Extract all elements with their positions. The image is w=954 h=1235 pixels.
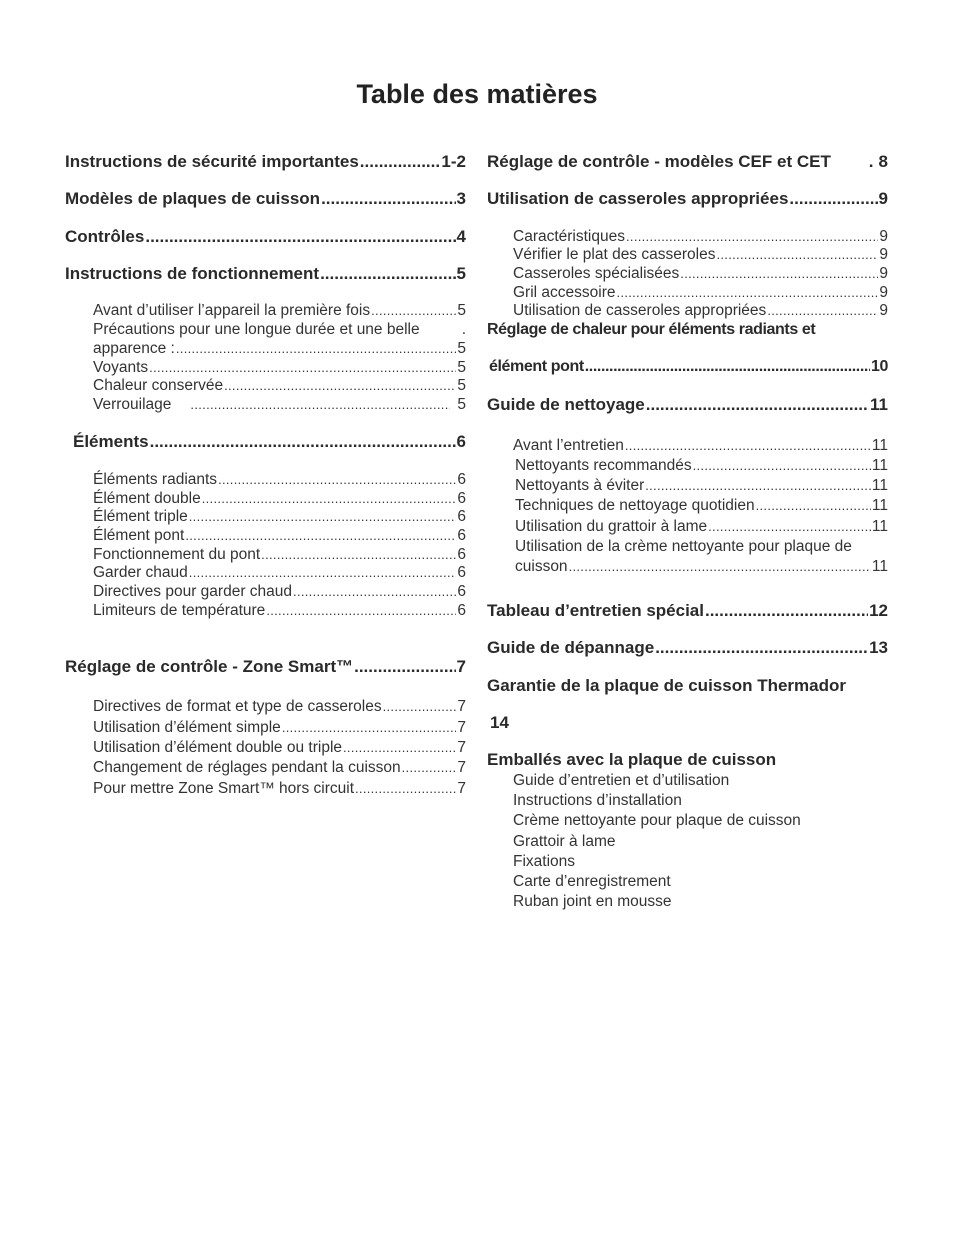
toc-label: Guide de nettoyage (487, 395, 645, 414)
toc-label: Nettoyants recommandés (515, 457, 692, 474)
toc-page: 12 (869, 601, 888, 620)
toc-page: 7 (457, 759, 466, 776)
toc-page: 11 (871, 457, 888, 474)
toc-subentry[interactable] (513, 285, 888, 301)
toc-entry-pans[interactable] (487, 190, 888, 207)
toc-entry-models[interactable] (65, 190, 466, 207)
toc-label: Élément double (93, 490, 201, 507)
toc-entry-elements[interactable] (73, 433, 466, 450)
toc-label: Guide de dépannage (487, 638, 655, 657)
toc-page: 6 (457, 583, 466, 600)
toc-subentry[interactable] (93, 322, 466, 338)
toc-label: Nettoyants à éviter (515, 477, 645, 494)
toc-subentry[interactable] (93, 584, 466, 600)
toc-label: Verrouilage (93, 396, 172, 413)
toc-label: Limiteurs de température (93, 602, 266, 619)
toc-page: 11 (871, 497, 888, 514)
toc-label: Instructions de fonctionnement (65, 264, 320, 283)
toc-page: 5 (457, 302, 466, 319)
toc-page: 9 (879, 284, 888, 301)
toc-label: Fonctionnement du pont (93, 546, 261, 563)
toc-subentry[interactable] (515, 559, 888, 575)
toc-label: Casseroles spécialisées (513, 265, 680, 282)
toc-page: 11 (871, 437, 888, 454)
toc-subentry[interactable] (93, 565, 466, 581)
toc-label-warranty[interactable]: Garantie de la plaque de cuisson Thermador (487, 676, 846, 695)
toc-page: 6 (457, 471, 466, 488)
toc-label: Élément triple (93, 508, 188, 525)
toc-label: Gril accessoire (513, 284, 616, 301)
toc-page: 9 (879, 265, 888, 282)
toc-subentry[interactable] (93, 547, 466, 563)
toc-page: 6 (456, 432, 466, 451)
toc-label: Contrôles (65, 227, 145, 246)
toc-page: 5 (457, 377, 466, 394)
toc-entry-controls[interactable] (65, 228, 466, 245)
toc-label: Avant d’utiliser l’appareil la première fois (93, 302, 371, 319)
toc-page: 11 (871, 518, 888, 535)
toc-entry-safety[interactable] (65, 153, 466, 170)
toc-label: Voyants (93, 359, 149, 376)
toc-subentry[interactable] (93, 720, 466, 736)
toc-page: 5 (456, 264, 466, 283)
packed-item: Grattoir à lame (513, 833, 616, 850)
toc-page-warranty[interactable]: 14 (490, 713, 509, 732)
toc-page: 13 (869, 638, 888, 657)
packed-item: Fixations (513, 853, 576, 870)
toc-subentry[interactable] (513, 303, 888, 319)
toc-subentry[interactable] (93, 303, 466, 319)
toc-subentry[interactable] (93, 740, 466, 756)
toc-subentry[interactable] (93, 509, 466, 525)
toc-entry-special[interactable] (487, 602, 888, 619)
toc-label: Réglage de contrôle - Zone Smart™ (65, 657, 354, 676)
toc-label: Garder chaud (93, 564, 188, 581)
toc-subentry[interactable] (515, 458, 888, 474)
toc-entry-heat[interactable] (489, 359, 888, 375)
packed-item: Carte d’enregistrement (513, 873, 671, 890)
toc-subentry[interactable] (93, 360, 466, 376)
toc-label: Éléments (73, 432, 149, 451)
toc-subentry[interactable] (513, 247, 888, 263)
toc-page: 5 (457, 359, 466, 376)
toc-page: . (461, 321, 466, 338)
toc-subentry[interactable] (93, 491, 466, 507)
packed-title: Emballés avec la plaque de cuisson (487, 750, 777, 769)
toc-page: 7 (456, 657, 466, 676)
toc-page: 6 (457, 508, 466, 525)
packed-item: Guide d’entretien et d’utilisation (513, 772, 730, 789)
toc-entry-troubleshoot[interactable] (487, 639, 888, 656)
toc-page: 10 (871, 358, 888, 375)
toc-subentry[interactable] (515, 478, 888, 494)
toc-label: cuisson (515, 558, 568, 575)
toc-label: Tableau d’entretien spécial (487, 601, 704, 620)
toc-label: Changement de réglages pendant la cuisson (93, 759, 401, 776)
toc-label: Chaleur conservée (93, 377, 224, 394)
toc-page: 3 (456, 189, 466, 208)
toc-label: Directives pour garder chaud (93, 583, 293, 600)
toc-page: 4 (456, 227, 466, 246)
toc-label: Modèles de plaques de cuisson (65, 189, 321, 208)
toc-page: 5 (457, 396, 466, 413)
packed-item: Crème nettoyante pour plaque de cuisson (513, 812, 801, 829)
toc-page: 9 (879, 246, 888, 263)
toc-subentry[interactable] (515, 519, 888, 535)
toc-label-cream-line1[interactable]: Utilisation de la crème nettoyante pour plaque de (515, 538, 852, 555)
toc-entry-operation[interactable] (65, 265, 466, 282)
toc-page: 1-2 (441, 152, 466, 171)
toc-subentry[interactable] (93, 699, 466, 715)
toc-subentry[interactable] (513, 229, 888, 245)
toc-label-heat-line1[interactable]: Réglage de chaleur pour éléments radiants et (487, 321, 816, 338)
toc-page: 6 (457, 527, 466, 544)
toc-page: 6 (457, 546, 466, 563)
toc-label: Techniques de nettoyage quotidien (515, 497, 755, 514)
toc-subentry[interactable] (93, 378, 466, 394)
toc-label: apparence : (93, 340, 175, 357)
toc-label: Réglage de contrôle - modèles CEF et CET (487, 152, 831, 171)
toc-entry-cleaning[interactable] (487, 396, 888, 413)
toc-subentry[interactable] (93, 760, 466, 776)
toc-subentry[interactable] (513, 438, 888, 454)
toc-label: Avant l’entretien (513, 437, 624, 454)
toc-subentry[interactable] (93, 341, 466, 357)
toc-page: 6 (457, 564, 466, 581)
toc-label: Vérifier le plat des casseroles (513, 246, 716, 263)
toc-entry-zone-smart[interactable] (65, 658, 466, 675)
toc-page: 11 (870, 395, 888, 414)
toc-label: élément pont (489, 358, 584, 375)
toc-label: Éléments radiants (93, 471, 218, 488)
toc-label: Utilisation d’élément double ou triple (93, 739, 343, 756)
page-title: Table des matières (356, 79, 598, 109)
toc-page: 9 (879, 302, 888, 319)
packed-item: Ruban joint en mousse (513, 893, 672, 910)
toc-label: Utilisation de casseroles appropriées (487, 189, 789, 208)
toc-subentry[interactable] (93, 397, 466, 413)
toc-subentry[interactable] (515, 498, 888, 514)
toc-page: 7 (457, 698, 466, 715)
toc-label: Élément pont (93, 527, 185, 544)
toc-page: 11 (871, 558, 888, 575)
toc-page: 9 (879, 228, 888, 245)
toc-label: Caractéristiques (513, 228, 625, 245)
packed-item: Instructions d’installation (513, 792, 682, 809)
toc-subentry[interactable] (93, 781, 466, 797)
toc-label: Pour mettre Zone Smart™ hors circuit (93, 780, 354, 797)
toc-page: 7 (457, 719, 466, 736)
toc-page: 11 (871, 477, 888, 494)
toc-page: 6 (457, 490, 466, 507)
toc-subentry[interactable] (93, 472, 466, 488)
toc-page: 8 (878, 152, 888, 171)
toc-page: 7 (457, 780, 466, 797)
toc-subentry[interactable] (513, 266, 888, 282)
toc-label: Précautions pour une longue durée et une belle (93, 321, 420, 338)
toc-subentry[interactable] (93, 528, 466, 544)
toc-subentry[interactable] (93, 603, 466, 619)
toc-label: Instructions de sécurité importantes (65, 152, 359, 171)
toc-label: Directives de format et type de casseroles (93, 698, 382, 715)
toc-label: Utilisation de casseroles appropriées (513, 302, 767, 319)
toc-page: 5 (457, 340, 466, 357)
toc-page: 6 (457, 602, 466, 619)
toc-page: 7 (457, 739, 466, 756)
toc-page: 9 (878, 189, 888, 208)
toc-label: Utilisation d’élément simple (93, 719, 281, 736)
toc-entry-cef-cet[interactable]: Réglage de contrôle - modèles CEF et CET . 8 (487, 152, 888, 171)
toc-label: Utilisation du grattoir à lame (515, 518, 708, 535)
